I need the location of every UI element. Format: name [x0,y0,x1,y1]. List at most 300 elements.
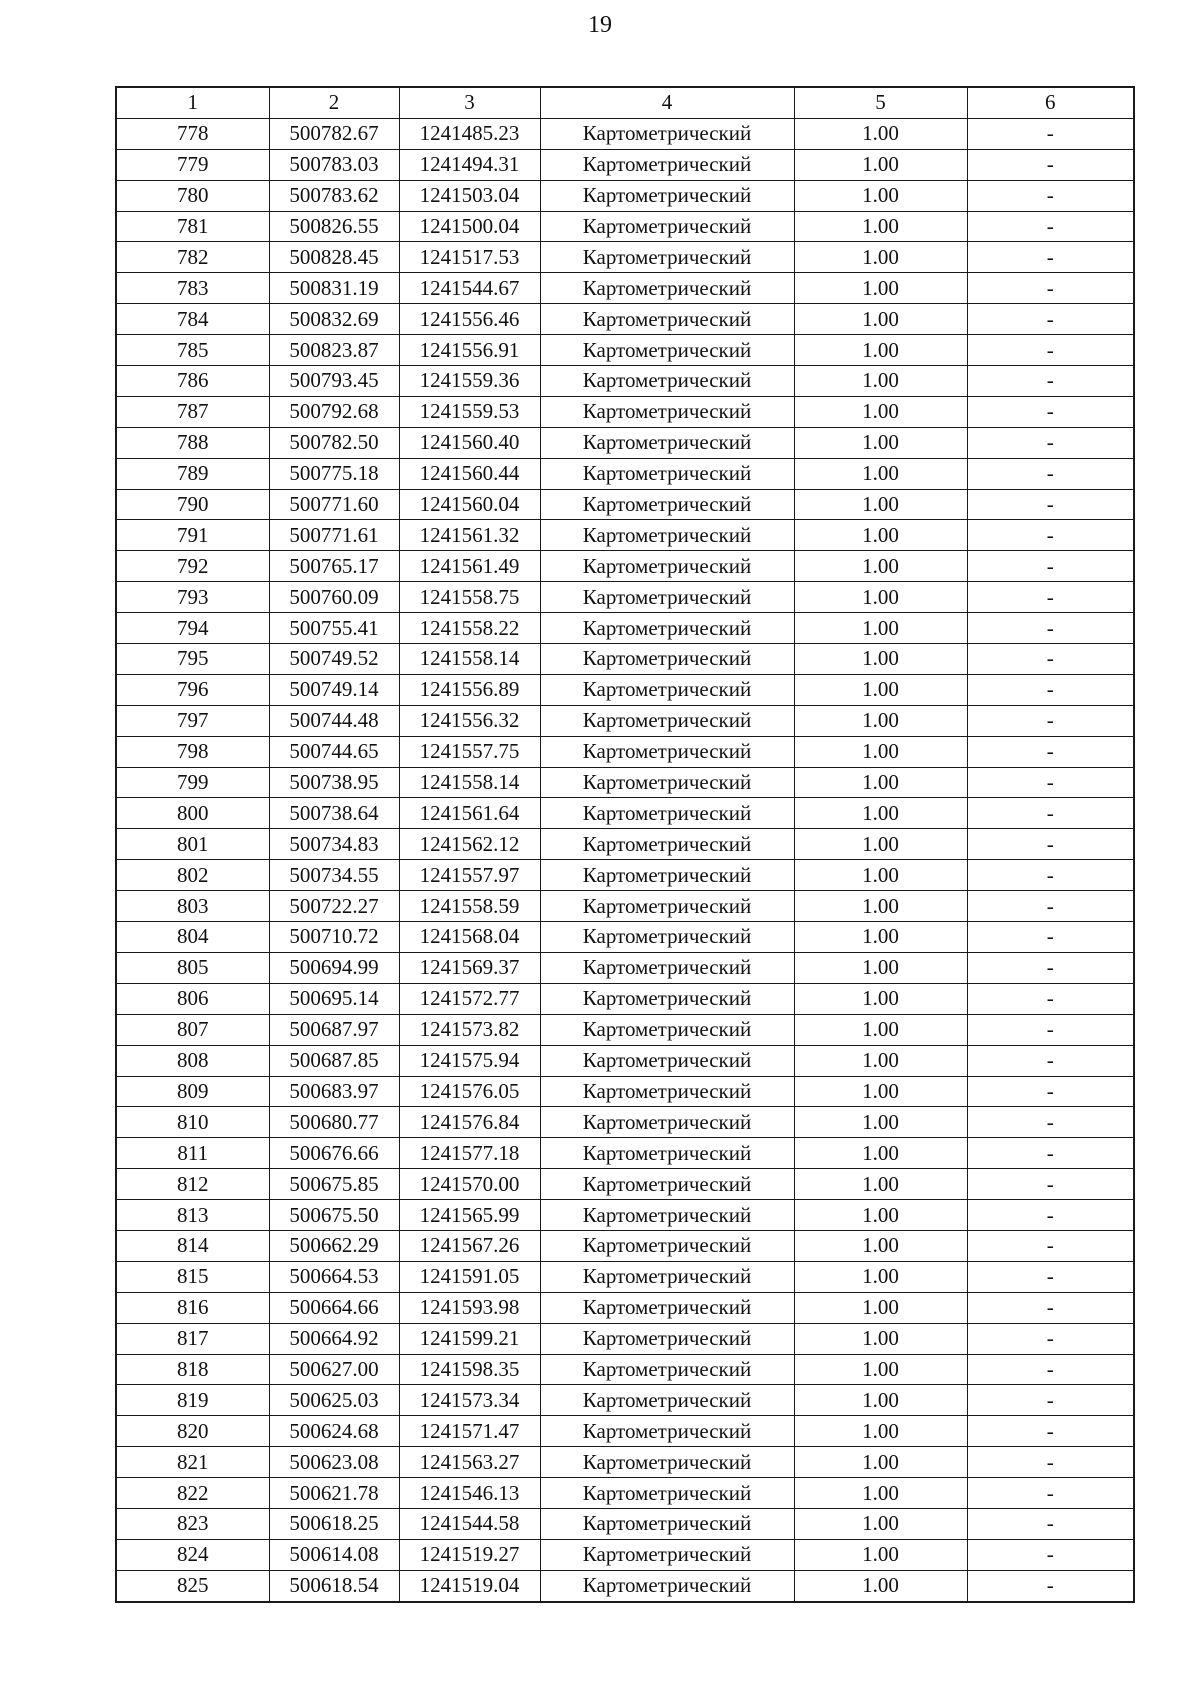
table-cell: 804 [116,922,269,953]
header-cell: 3 [399,87,540,118]
table-row [116,489,1134,520]
table-cell: 806 [116,983,269,1014]
table-cell: 1241576.84 [399,1107,540,1138]
table-cell: 1.00 [794,273,967,304]
table-cell: 500783.03 [269,149,399,180]
table-cell: Картометрический [540,582,794,613]
table-cell: 1241598.35 [399,1354,540,1385]
table-cell: 1241544.67 [399,273,540,304]
table-cell: Картометрический [540,1570,794,1601]
table-cell: Картометрический [540,860,794,891]
coordinates-table [115,86,1135,1603]
table-cell: 1.00 [794,1014,967,1045]
table-cell: - [967,952,1134,983]
table-cell: 812 [116,1169,269,1200]
table-cell: 788 [116,427,269,458]
table-cell: Картометрический [540,705,794,736]
table-cell: 791 [116,520,269,551]
table-cell: 786 [116,366,269,397]
table-cell: - [967,829,1134,860]
table-cell: 1.00 [794,149,967,180]
table-cell: Картометрический [540,1385,794,1416]
table-cell: - [967,335,1134,366]
table-cell: - [967,211,1134,242]
table-cell: Картометрический [540,335,794,366]
table-cell: 825 [116,1570,269,1601]
table-cell: Картометрический [540,1323,794,1354]
table-cell: 500722.27 [269,891,399,922]
table-cell: - [967,860,1134,891]
table-cell: 823 [116,1508,269,1539]
table-cell: 1241558.14 [399,767,540,798]
table-row [116,1138,1134,1169]
table-cell: 1241556.32 [399,705,540,736]
table-cell: 1.00 [794,952,967,983]
table-cell: 808 [116,1045,269,1076]
table-cell: 500664.53 [269,1261,399,1292]
table-cell: 500792.68 [269,396,399,427]
table-cell: - [967,242,1134,273]
table-cell: 1.00 [794,582,967,613]
table-cell: 1241591.05 [399,1261,540,1292]
table-cell: 800 [116,798,269,829]
table-cell: - [967,1416,1134,1447]
table-cell: - [967,118,1134,149]
table-cell: 1241599.21 [399,1323,540,1354]
table-cell: 1241558.22 [399,613,540,644]
table-cell: 1241558.59 [399,891,540,922]
table-cell: - [967,1169,1134,1200]
table-cell: 500734.83 [269,829,399,860]
table-cell: 500831.19 [269,273,399,304]
table-cell: 798 [116,736,269,767]
table-cell: 1241544.58 [399,1508,540,1539]
table-row [116,1230,1134,1261]
table-cell: 500625.03 [269,1385,399,1416]
table-cell: 500832.69 [269,304,399,335]
table-cell: 500675.50 [269,1200,399,1231]
table-cell: 797 [116,705,269,736]
table-cell: - [967,767,1134,798]
table-cell: 813 [116,1200,269,1231]
table-cell: 1241503.04 [399,180,540,211]
table-cell: Картометрический [540,736,794,767]
table-cell: 1.00 [794,798,967,829]
table-cell: 500782.67 [269,118,399,149]
table-cell: 500782.50 [269,427,399,458]
table-cell: 1.00 [794,1447,967,1478]
header-cell: 1 [116,87,269,118]
table-row [116,829,1134,860]
table-cell: 1241561.49 [399,551,540,582]
table-cell: - [967,1447,1134,1478]
table-row [116,1261,1134,1292]
table-row [116,644,1134,675]
table-cell: 1.00 [794,396,967,427]
table-row [116,1045,1134,1076]
table-cell: 500738.64 [269,798,399,829]
page-number: 19 [588,12,612,38]
table-row [116,860,1134,891]
table-row [116,891,1134,922]
table-cell: 1.00 [794,1138,967,1169]
table-cell: - [967,1230,1134,1261]
table-row [116,366,1134,397]
table-cell: 500771.60 [269,489,399,520]
table-cell: - [967,1261,1134,1292]
table-cell: 811 [116,1138,269,1169]
table-cell: Картометрический [540,273,794,304]
table-cell: 790 [116,489,269,520]
table-cell: Картометрический [540,551,794,582]
table-cell: 500734.55 [269,860,399,891]
table-cell: 1.00 [794,1323,967,1354]
table-cell: Картометрический [540,304,794,335]
table-cell: 500744.48 [269,705,399,736]
table-cell: - [967,1107,1134,1138]
table-row [116,1539,1134,1570]
table-cell: 1241485.23 [399,118,540,149]
table-cell: 500828.45 [269,242,399,273]
table-cell: Картометрический [540,396,794,427]
table-cell: - [967,1292,1134,1323]
table-cell: 1.00 [794,983,967,1014]
table-cell: - [967,396,1134,427]
table-cell: - [967,1138,1134,1169]
table-cell: 814 [116,1230,269,1261]
table-cell: 820 [116,1416,269,1447]
table-cell: 785 [116,335,269,366]
table-row [116,396,1134,427]
table-cell: 500680.77 [269,1107,399,1138]
table-cell: - [967,273,1134,304]
table-cell: 500662.29 [269,1230,399,1261]
table-cell: 815 [116,1261,269,1292]
table-cell: 782 [116,242,269,273]
table-cell: 809 [116,1076,269,1107]
table-row [116,1385,1134,1416]
table-cell: 1241593.98 [399,1292,540,1323]
table-cell: 500675.85 [269,1169,399,1200]
table-cell: 500687.85 [269,1045,399,1076]
table-cell: Картометрический [540,983,794,1014]
table-cell: 1.00 [794,1539,967,1570]
table-cell: 1241562.12 [399,829,540,860]
table-cell: 500694.99 [269,952,399,983]
table-cell: - [967,983,1134,1014]
table-cell: - [967,1354,1134,1385]
table-row [116,520,1134,551]
table-cell: - [967,798,1134,829]
table-cell: 1241567.26 [399,1230,540,1261]
table-cell: Картометрический [540,1045,794,1076]
table-cell: 500624.68 [269,1416,399,1447]
table-cell: 1241561.64 [399,798,540,829]
table-cell: 801 [116,829,269,860]
table-row [116,736,1134,767]
table-cell: 500618.54 [269,1570,399,1601]
table-cell: Картометрический [540,952,794,983]
table-cell: 1.00 [794,829,967,860]
table-cell: 500775.18 [269,458,399,489]
table-cell: 1241560.44 [399,458,540,489]
table-cell: Картометрический [540,1539,794,1570]
table-cell: 1.00 [794,1076,967,1107]
table-cell: 1241494.31 [399,149,540,180]
table-cell: 1.00 [794,644,967,675]
table-cell: Картометрический [540,1508,794,1539]
table-cell: 500738.95 [269,767,399,798]
table-cell: - [967,1014,1134,1045]
table-cell: 1.00 [794,118,967,149]
table-cell: 1241570.00 [399,1169,540,1200]
table-cell: 781 [116,211,269,242]
table-cell: 810 [116,1107,269,1138]
table-row [116,952,1134,983]
table-cell: Картометрический [540,118,794,149]
table-cell: Картометрический [540,1169,794,1200]
table-cell: 1241559.53 [399,396,540,427]
table-cell: - [967,582,1134,613]
table-cell: 500760.09 [269,582,399,613]
table-cell: 1241519.27 [399,1539,540,1570]
table-cell: - [967,458,1134,489]
table-cell: - [967,1323,1134,1354]
table-cell: 805 [116,952,269,983]
table-cell: 799 [116,767,269,798]
table-cell: 1.00 [794,1200,967,1231]
table-cell: Картометрический [540,767,794,798]
table-cell: Картометрический [540,1107,794,1138]
table-cell: 1241573.82 [399,1014,540,1045]
table-row [116,1014,1134,1045]
table-cell: 1.00 [794,458,967,489]
table-cell: 807 [116,1014,269,1045]
table-cell: 1241577.18 [399,1138,540,1169]
table-cell: Картометрический [540,520,794,551]
table-cell: - [967,427,1134,458]
table-cell: Картометрический [540,366,794,397]
table-cell: 1.00 [794,242,967,273]
table-cell: 1.00 [794,335,967,366]
table-cell: - [967,644,1134,675]
table-cell: 1241560.40 [399,427,540,458]
table-body [116,118,1134,1601]
table-cell: 1241556.46 [399,304,540,335]
table-cell: 1241560.04 [399,489,540,520]
table-row [116,118,1134,149]
table-cell: Картометрический [540,829,794,860]
table-row [116,674,1134,705]
table-cell: Картометрический [540,798,794,829]
table-cell: Картометрический [540,1416,794,1447]
table-cell: - [967,736,1134,767]
table-cell: 1241558.14 [399,644,540,675]
table-cell: 1.00 [794,613,967,644]
table-cell: 1.00 [794,1045,967,1076]
table-cell: 793 [116,582,269,613]
table-cell: 500823.87 [269,335,399,366]
table-cell: 1.00 [794,211,967,242]
table-row [116,335,1134,366]
table-row [116,582,1134,613]
table-row [116,458,1134,489]
table-cell: Картометрический [540,211,794,242]
table-cell: 1241557.75 [399,736,540,767]
table-row [116,1354,1134,1385]
table-cell: - [967,149,1134,180]
table-cell: Картометрический [540,922,794,953]
header-cell: 6 [967,87,1134,118]
table-cell: 1.00 [794,1416,967,1447]
table-cell: 1.00 [794,922,967,953]
table-cell: 784 [116,304,269,335]
table-cell: - [967,520,1134,551]
table-row [116,304,1134,335]
table-cell: - [967,304,1134,335]
table-row [116,427,1134,458]
table-cell: 1.00 [794,860,967,891]
table-cell: 1.00 [794,551,967,582]
table-cell: - [967,1200,1134,1231]
table-cell: 1241576.05 [399,1076,540,1107]
table-cell: 1241563.27 [399,1447,540,1478]
table-cell: - [967,705,1134,736]
table-cell: 822 [116,1478,269,1509]
table-cell: 1.00 [794,1292,967,1323]
table-cell: - [967,1478,1134,1509]
table-cell: 1241500.04 [399,211,540,242]
table-row [116,767,1134,798]
table-row [116,1323,1134,1354]
table-cell: - [967,891,1134,922]
table-cell: 1.00 [794,1354,967,1385]
table-row [116,1570,1134,1601]
table-cell: 1241546.13 [399,1478,540,1509]
table-row [116,1447,1134,1478]
table-header-row [116,87,1134,118]
table-cell: 500618.25 [269,1508,399,1539]
table-cell: - [967,366,1134,397]
table-cell: 778 [116,118,269,149]
table-row [116,1076,1134,1107]
table-row [116,1416,1134,1447]
table-cell: 795 [116,644,269,675]
table-row [116,180,1134,211]
table-cell: 500623.08 [269,1447,399,1478]
table-cell: Картометрический [540,180,794,211]
table-cell: 500683.97 [269,1076,399,1107]
table-cell: 819 [116,1385,269,1416]
table-cell: 500621.78 [269,1478,399,1509]
table-cell: 1.00 [794,891,967,922]
table-cell: 500744.65 [269,736,399,767]
table-cell: 500614.08 [269,1539,399,1570]
table-row [116,983,1134,1014]
table-cell: 1241568.04 [399,922,540,953]
table-cell: Картометрический [540,1354,794,1385]
table-cell: - [967,489,1134,520]
table-cell: 500793.45 [269,366,399,397]
table-row [116,1292,1134,1323]
table-cell: 1.00 [794,1478,967,1509]
table-cell: 794 [116,613,269,644]
table-cell: 1241559.36 [399,366,540,397]
table-cell: 1.00 [794,304,967,335]
table-row [116,922,1134,953]
table-cell: Картометрический [540,644,794,675]
table-cell: 500664.66 [269,1292,399,1323]
table-cell: 500755.41 [269,613,399,644]
table-cell: 1241519.04 [399,1570,540,1601]
table-row [116,798,1134,829]
table-cell: - [967,1570,1134,1601]
table-cell: - [967,1539,1134,1570]
table-row [116,1200,1134,1231]
table-cell: Картометрический [540,1230,794,1261]
table-cell: 821 [116,1447,269,1478]
table-cell: 1.00 [794,736,967,767]
table-cell: 1.00 [794,366,967,397]
table-cell: Картометрический [540,458,794,489]
table-cell: Картометрический [540,489,794,520]
table-cell: Картометрический [540,613,794,644]
table-cell: 1241561.32 [399,520,540,551]
table-cell: 780 [116,180,269,211]
table-cell: - [967,551,1134,582]
table-cell: 1.00 [794,1169,967,1200]
table-cell: 824 [116,1539,269,1570]
table-cell: 500710.72 [269,922,399,953]
table-cell: 1241571.47 [399,1416,540,1447]
table-cell: 802 [116,860,269,891]
table-cell: 1.00 [794,767,967,798]
table-cell: 500765.17 [269,551,399,582]
table-cell: 500627.00 [269,1354,399,1385]
table-cell: 818 [116,1354,269,1385]
table-cell: 1.00 [794,489,967,520]
table-row [116,1478,1134,1509]
table-cell: 1241517.53 [399,242,540,273]
table-cell: Картометрический [540,149,794,180]
table-cell: 1241556.91 [399,335,540,366]
table-cell: Картометрический [540,891,794,922]
table-row [116,1107,1134,1138]
table-cell: 500783.62 [269,180,399,211]
table-cell: Картометрический [540,1292,794,1323]
table-cell: 1.00 [794,1570,967,1601]
table-cell: - [967,1385,1134,1416]
table-row [116,211,1134,242]
table-cell: Картометрический [540,1014,794,1045]
table-cell: 500664.92 [269,1323,399,1354]
table-cell: Картометрический [540,427,794,458]
table-cell: Картометрический [540,674,794,705]
table-cell: 1241572.77 [399,983,540,1014]
table-cell: Картометрический [540,1076,794,1107]
table-cell: Картометрический [540,1138,794,1169]
table-cell: 783 [116,273,269,304]
table-cell: - [967,922,1134,953]
table-cell: 817 [116,1323,269,1354]
table-cell: 1.00 [794,1508,967,1539]
table-cell: 1.00 [794,1261,967,1292]
header-cell: 2 [269,87,399,118]
table-cell: 1.00 [794,1230,967,1261]
table-cell: 816 [116,1292,269,1323]
table-cell: 796 [116,674,269,705]
table-cell: 1.00 [794,427,967,458]
